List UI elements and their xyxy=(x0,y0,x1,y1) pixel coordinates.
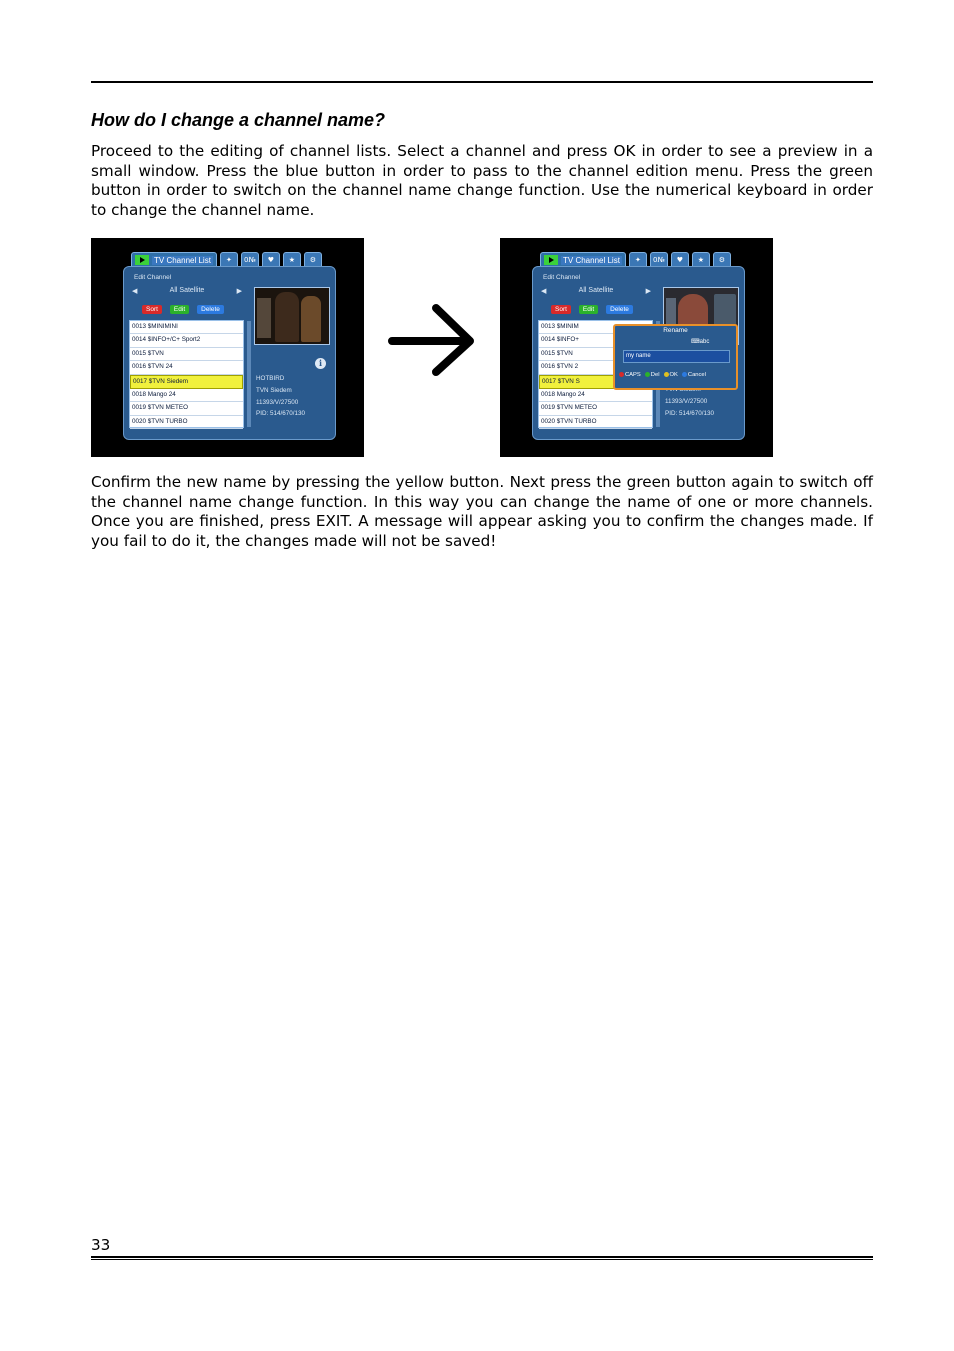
satellite-selector xyxy=(132,287,242,295)
help-del xyxy=(645,372,660,378)
list-item: 0020 $TVN TURBO xyxy=(130,416,243,429)
screenshot-channel-list xyxy=(91,238,364,457)
list-item: 0019 $TVN METEO xyxy=(539,402,652,415)
sort-button: Sort xyxy=(142,305,162,314)
help-label: Cancel xyxy=(687,372,706,379)
action-buttons xyxy=(142,305,224,314)
chevron-left-icon: ◀ xyxy=(541,288,547,295)
tab-icon: 0№ xyxy=(650,252,668,268)
page-number: 33 xyxy=(91,1236,111,1254)
confirm-paragraph: Confirm the new name by pressing the yellow button. Next press the green button again to switch off the channel name change function. In this way you can change the name of one or more channels. Once you are finished, press EXIT. A message will appear asking you to confirm the changes made. If you fail to do it, the changes made will not be saved! xyxy=(91,473,873,550)
chevron-right-icon: ▶ xyxy=(236,288,242,295)
info-line: PID: 514/670/130 xyxy=(665,409,715,417)
edit-button: Edit xyxy=(170,305,189,314)
panel-title: Edit Channel xyxy=(543,274,581,281)
arrow-right-icon xyxy=(386,300,476,380)
tab-label: TV Channel List xyxy=(154,255,211,265)
delete-button: Delete xyxy=(606,305,633,314)
green-dot-icon xyxy=(645,372,650,377)
input-mode-label: abc xyxy=(699,339,710,345)
red-dot-icon xyxy=(619,372,624,377)
info-line: TVN Siedem xyxy=(256,386,292,394)
video-preview xyxy=(254,287,330,345)
list-item: 0016 $TVN 24 xyxy=(130,361,243,374)
help-caps xyxy=(619,372,641,378)
info-line: 11393/V/27500 xyxy=(256,398,299,406)
list-item-selected: 0017 $TVN S xyxy=(539,375,652,389)
help-label: OK xyxy=(669,372,678,379)
info-line: PID: 514/670/130 xyxy=(256,410,306,418)
list-item: 0014 $INFO+/C+ Sport2 xyxy=(130,334,243,347)
tab-icon: 0№ xyxy=(241,252,259,268)
channel-info xyxy=(256,373,305,420)
help-ok xyxy=(664,372,678,378)
sort-button: Sort xyxy=(551,305,571,314)
list-item: 0018 Mango 24 xyxy=(539,389,652,402)
action-buttons xyxy=(551,305,633,314)
list-item: 0016 $TVN 2 xyxy=(539,361,652,374)
satellite-label: All Satellite xyxy=(169,287,205,294)
footer-rule xyxy=(91,1256,873,1258)
list-item: 0013 $MINIM xyxy=(539,321,652,334)
help-label: CAPS xyxy=(625,372,641,379)
rename-input: my name xyxy=(623,350,730,363)
edit-button: Edit xyxy=(579,305,598,314)
satellite-label: All Satellite xyxy=(578,287,614,294)
play-icon xyxy=(544,255,558,265)
list-item: 0013 $MINIMINI xyxy=(130,321,243,334)
tab-icon: ✦ xyxy=(629,252,647,268)
intro-paragraph: Proceed to the editing of channel lists. Select a channel and press OK in order to see a preview in a small window. Press the blue button in order to pass to the channel edition menu. Press the green button in order to switch on the channel name change function. Use the numerical keyboard in order to change the channel name. xyxy=(91,142,873,219)
help-cancel xyxy=(682,372,706,378)
edit-channel-panel xyxy=(532,266,745,440)
section-heading: How do I change a channel name? xyxy=(91,110,386,130)
scrollbar xyxy=(247,321,251,427)
info-icon: i xyxy=(315,358,326,369)
chevron-right-icon: ▶ xyxy=(645,288,651,295)
tab-icon: ♥ xyxy=(262,252,280,268)
screenshot-rename-dialog xyxy=(500,238,773,457)
list-item: 0015 $TVN xyxy=(130,348,243,361)
tab-icon: ⚙ xyxy=(304,252,322,268)
list-item: 0014 $INFO+ xyxy=(539,334,652,347)
keyboard-icon: ⌨ xyxy=(691,339,700,345)
tab-icon: ♥ xyxy=(671,252,689,268)
header-rule xyxy=(91,81,873,83)
rename-help xyxy=(619,372,706,378)
rename-dialog xyxy=(613,324,738,390)
blue-dot-icon xyxy=(682,372,687,377)
tab-label: TV Channel List xyxy=(563,255,620,265)
tab-icon: ✦ xyxy=(220,252,238,268)
tab-icon: ★ xyxy=(283,252,301,268)
tab-icon: ★ xyxy=(692,252,710,268)
panel-title: Edit Channel xyxy=(134,274,172,281)
info-line: 11393/V/27500 xyxy=(665,397,708,405)
play-icon xyxy=(135,255,149,265)
list-item-selected: 0017 $TVN Siedem xyxy=(130,375,243,389)
rename-title: Rename xyxy=(663,327,688,334)
delete-button: Delete xyxy=(197,305,224,314)
help-label: Del xyxy=(650,372,660,379)
chevron-left-icon: ◀ xyxy=(132,288,138,295)
footer-rule-thin xyxy=(91,1259,873,1260)
list-item: 0019 $TVN METEO xyxy=(130,402,243,415)
channel-list xyxy=(129,320,244,428)
list-item: 0018 Mango 24 xyxy=(130,389,243,402)
list-item: 0015 $TVN xyxy=(539,348,652,361)
edit-channel-panel xyxy=(123,266,336,440)
input-mode xyxy=(691,338,709,345)
info-line: HOTBIRD xyxy=(256,375,285,382)
list-item: 0020 $TVN TURBO xyxy=(539,416,652,429)
satellite-selector xyxy=(541,287,651,295)
tab-icon: ⚙ xyxy=(713,252,731,268)
yellow-dot-icon xyxy=(664,372,669,377)
